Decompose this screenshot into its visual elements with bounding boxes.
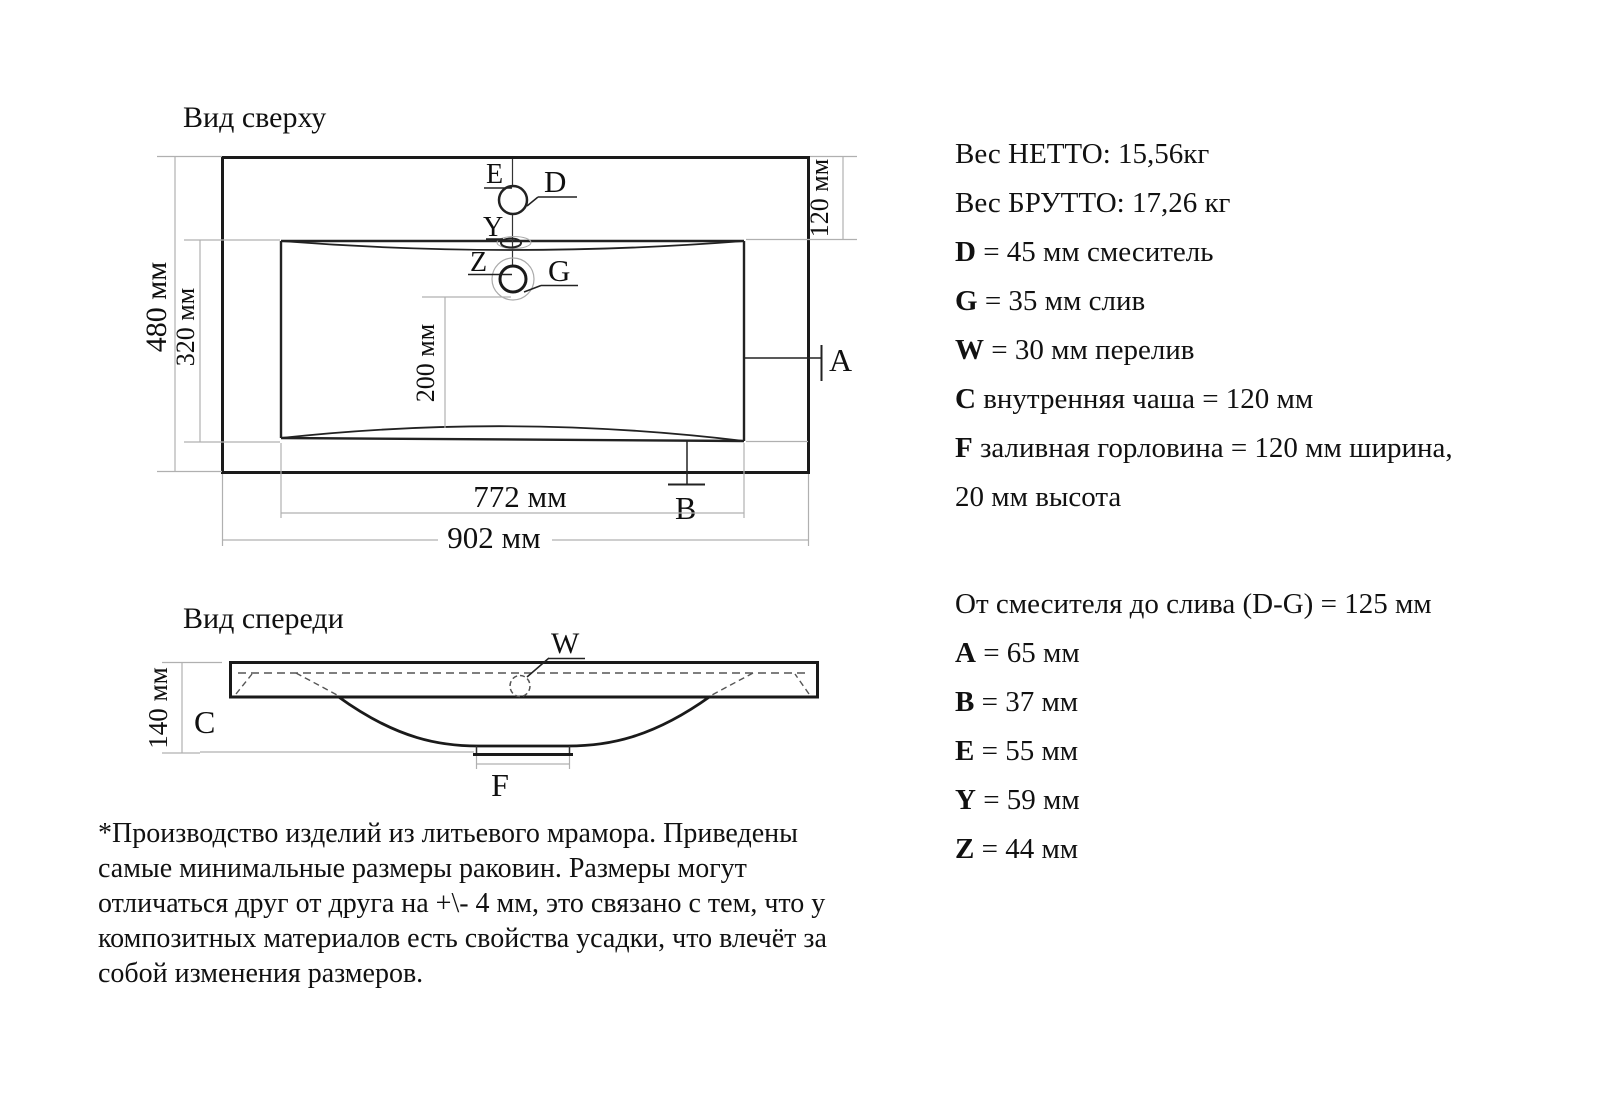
callout-g — [524, 253, 578, 292]
svg-text:F: F — [491, 767, 509, 803]
svg-text:W: W — [551, 627, 580, 660]
spec-panel-weights-and-holes — [955, 130, 1515, 522]
svg-text:772 мм: 772 мм — [473, 479, 567, 514]
footnote-line: композитных материалов есть свойства усадки, что влечёт за — [98, 923, 827, 954]
svg-text:120 мм: 120 мм — [805, 158, 834, 238]
footnote-line: отличаться друг от друга на +\- 4 мм, это связано с тем, что у — [98, 888, 826, 919]
svg-text:B: B — [675, 490, 697, 526]
spec-key: Y — [955, 784, 976, 816]
svg-text:Z: Z — [470, 247, 488, 278]
spec-key: F — [955, 432, 973, 464]
callout-a — [745, 342, 852, 381]
spec-line — [955, 776, 1515, 825]
spec-line — [955, 326, 1515, 375]
production-footnote — [98, 816, 928, 991]
spec-line — [955, 179, 1515, 228]
callout-c: C — [194, 704, 216, 740]
svg-text:902 мм: 902 мм — [447, 520, 541, 555]
spec-text: 20 мм высота — [955, 481, 1122, 513]
bowl-profile — [338, 697, 710, 747]
spec-line — [955, 473, 1515, 522]
svg-text:140 мм: 140 мм — [143, 667, 173, 749]
spec-text: внутренняя чаша = 120 мм — [975, 383, 1314, 415]
spec-text: От смесителя до слива (D-G) = 125 мм — [955, 588, 1432, 620]
svg-text:320 мм: 320 мм — [171, 287, 200, 367]
footnote-line: *Производство изделий из литьевого мрамора. Приведены — [98, 818, 798, 849]
dim-120 — [746, 157, 857, 240]
slab-outline — [231, 663, 818, 698]
spec-key: B — [955, 686, 975, 718]
spec-text: = 30 мм перелив — [984, 334, 1195, 366]
front-view-title: Вид спереди — [183, 602, 344, 635]
spec-line — [955, 424, 1515, 473]
svg-text:G: G — [548, 253, 571, 288]
spec-line — [955, 130, 1515, 179]
overflow-hole — [510, 676, 530, 697]
spec-text: = 59 мм — [975, 784, 1080, 816]
svg-text:480 мм: 480 мм — [140, 261, 173, 353]
callout-y — [483, 212, 503, 243]
faucet-hole — [499, 186, 527, 214]
svg-text:200 мм: 200 мм — [411, 323, 440, 403]
footnote-line: самые минимальные размеры раковин. Размеры могут — [98, 853, 747, 884]
spec-panel-distances — [955, 580, 1515, 874]
svg-text:E: E — [486, 159, 504, 190]
callout-d — [527, 164, 577, 206]
spec-line — [955, 277, 1515, 326]
spec-line — [955, 580, 1515, 629]
spec-text: = 44 мм — [974, 833, 1079, 865]
spec-text: = 65 мм — [975, 637, 1080, 669]
dim-200 — [411, 297, 511, 428]
spec-line — [955, 727, 1515, 776]
svg-text:D: D — [544, 164, 567, 199]
spec-text: = 35 мм слив — [977, 285, 1146, 317]
footnote-line: собой изменения размеров. — [98, 958, 424, 989]
spec-line — [955, 375, 1515, 424]
top-view-title: Вид сверху — [183, 101, 327, 134]
callout-e — [484, 159, 512, 190]
spec-text: заливная горловина = 120 мм ширина, — [972, 432, 1453, 464]
svg-text:A: A — [829, 342, 853, 378]
spec-text: = 37 мм — [974, 686, 1079, 718]
dim-320 — [171, 240, 280, 442]
spec-text: Вес НЕТТО: 15,56кг — [955, 138, 1210, 170]
spec-text: = 45 мм смеситель — [975, 236, 1214, 268]
drain-hole — [500, 266, 526, 292]
spec-text: = 55 мм — [974, 735, 1079, 767]
callout-f — [477, 756, 570, 803]
spec-key: C — [955, 383, 976, 415]
spec-text: Вес БРУТТО: 17,26 кг — [955, 187, 1231, 219]
front-view — [143, 602, 818, 803]
spec-line — [955, 678, 1515, 727]
spec-key: G — [955, 285, 978, 317]
svg-text:Y: Y — [483, 212, 504, 243]
spec-line — [955, 228, 1515, 277]
spec-key: A — [955, 637, 976, 669]
spec-line — [955, 825, 1515, 874]
spec-key: D — [955, 236, 976, 268]
spec-line — [955, 629, 1515, 678]
spec-key: E — [955, 735, 975, 767]
dim-902 — [223, 520, 809, 555]
top-view — [140, 101, 857, 555]
spec-key: W — [955, 334, 984, 366]
spec-key: Z — [955, 833, 975, 865]
